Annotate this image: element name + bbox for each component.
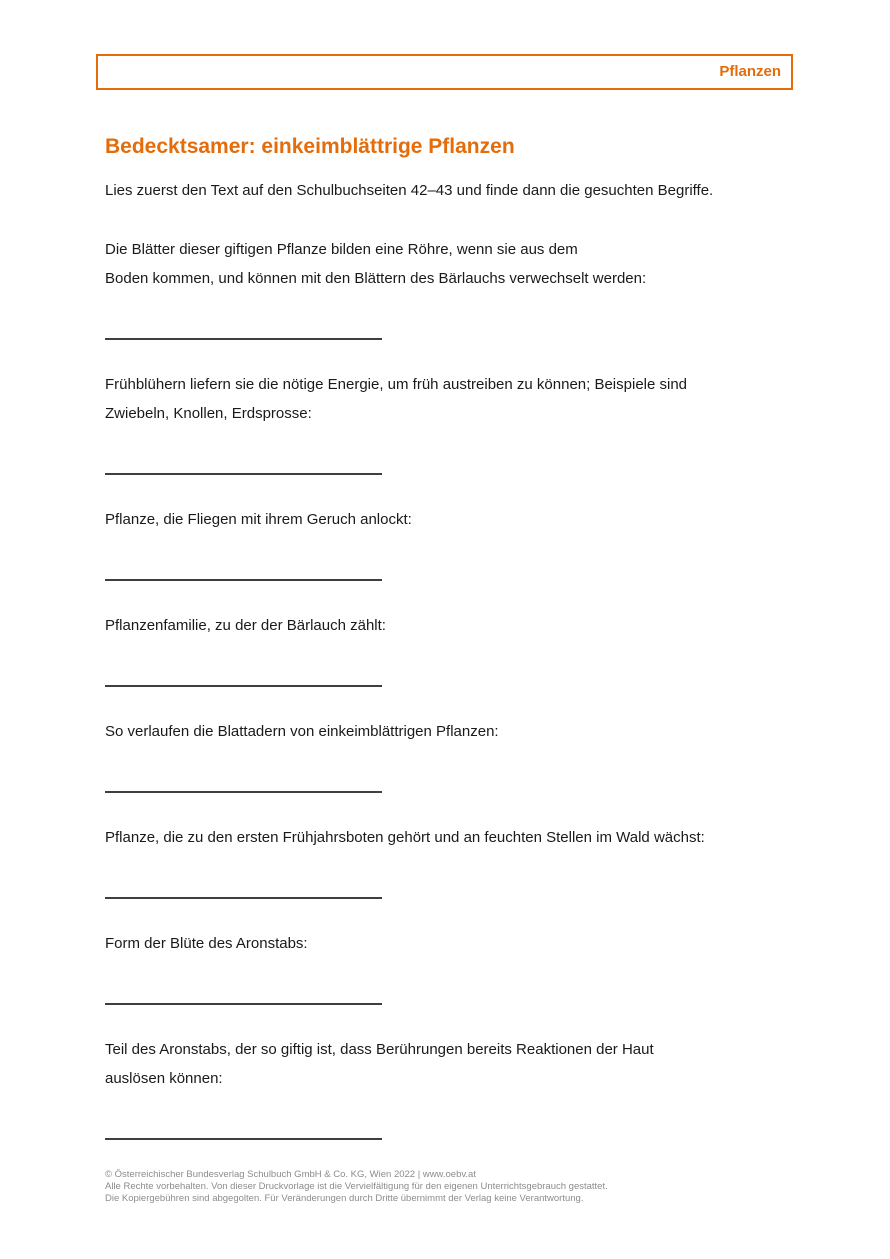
subject-tag: Pflanzen [719, 63, 781, 80]
question-line: Die Blätter dieser giftigen Pflanze bilden eine Röhre, wenn sie aus dem [105, 241, 578, 258]
intro-text: Lies zuerst den Text auf den Schulbuchseiten 42–43 und finde dann die gesuchten Begriffe. [105, 182, 714, 199]
question-line: Pflanze, die Fliegen mit ihrem Geruch anlockt: [105, 511, 412, 528]
footer-line: Alle Rechte vorbehalten. Von dieser Druckvorlage ist die Vervielfältigung für den eigenen Unterrichtsgebrauch gestattet. [105, 1181, 608, 1192]
question-text [105, 370, 797, 428]
qa-block [105, 235, 797, 340]
qa-block [105, 370, 797, 475]
qa-block [105, 505, 797, 581]
question-text [105, 1035, 797, 1093]
answer-blank [105, 473, 382, 475]
answer-blank [105, 579, 382, 581]
qa-block [105, 717, 797, 793]
question-line: So verlaufen die Blattadern von einkeimblättrigen Pflanzen: [105, 723, 499, 740]
question-line: Zwiebeln, Knollen, Erdsprosse: [105, 405, 312, 422]
question-line: Pflanzenfamilie, zu der der Bärlauch zählt: [105, 617, 386, 634]
question-line: Form der Blüte des Aronstabs: [105, 935, 308, 952]
qa-block [105, 823, 797, 899]
copyright-footer [105, 1169, 797, 1205]
header-box [96, 54, 793, 90]
question-text [105, 611, 797, 640]
question-text [105, 929, 797, 958]
answer-blank [105, 791, 382, 793]
footer-line: © Österreichischer Bundesverlag Schulbuch GmbH & Co. KG, Wien 2022 | www.oebv.at [105, 1169, 476, 1180]
answer-blank [105, 1138, 382, 1140]
question-text [105, 235, 797, 293]
question-line: Boden kommen, und können mit den Blättern des Bärlauchs verwechselt werden: [105, 270, 647, 287]
qa-block [105, 1035, 797, 1140]
qa-block [105, 929, 797, 1005]
question-line: Frühblühern liefern sie die nötige Energie, um früh austreiben zu können; Beispiele sind [105, 376, 688, 393]
question-line: auslösen können: [105, 1070, 223, 1087]
question-text [105, 823, 797, 852]
qa-block [105, 611, 797, 687]
answer-blank [105, 338, 382, 340]
question-line: Teil des Aronstabs, der so giftig ist, dass Berührungen bereits Reaktionen der Haut [105, 1041, 654, 1058]
answer-blank [105, 685, 382, 687]
answer-blank [105, 1003, 382, 1005]
question-text [105, 717, 797, 746]
answer-blank [105, 897, 382, 899]
footer-line: Die Kopiergebühren sind abgegolten. Für Veränderungen durch Dritte übernimmt der Verlag keine Verantwortung. [105, 1193, 584, 1204]
question-text [105, 505, 797, 534]
question-line: Pflanze, die zu den ersten Frühjahrsboten gehört und an feuchten Stellen im Wald wächst: [105, 829, 705, 846]
page-title: Bedecktsamer: einkeimblättrige Pflanzen [105, 135, 515, 159]
worksheet-content [105, 176, 797, 1140]
